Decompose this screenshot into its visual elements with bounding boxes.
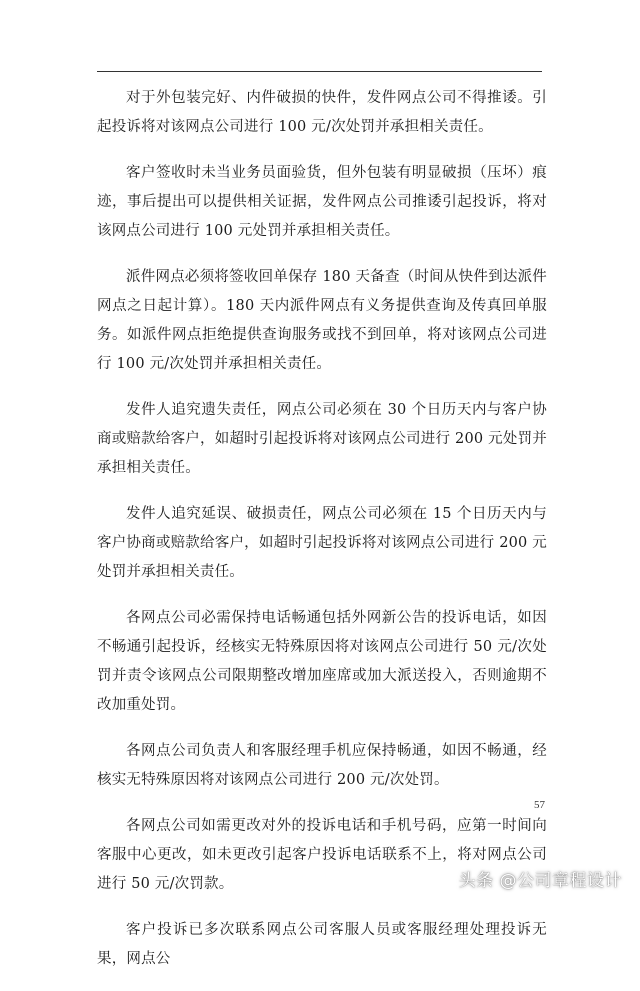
paragraph: 各网点公司必需保持电话畅通包括外网新公告的投诉电话，如因不畅通引起投诉，经核实无特殊原因将对该网点公司进行 50 元/次处罚并责令该网点公司限期整改增加座席或加大派送投入，否则逾期不改加重处罚。 <box>97 610 547 713</box>
paragraph: 各网点公司负责人和客服经理手机应保持畅通，如因不畅通，经核实无特殊原因将对该网点公司进行 200 元/次处罚。 <box>97 743 547 788</box>
paragraph: 各网点公司如需更改对外的投诉电话和手机号码，应第一时间向客服中心更改，如未更改引起客户投诉电话联系不上，将对网点公司进行 50 元/次罚款。 <box>97 818 547 892</box>
page-number: 57 <box>534 799 545 811</box>
paragraph: 派件网点必须将签收回单保存 180 天备查（时间从快件到达派件网点之日起计算）。180 天内派件网点有义务提供查询及传真回单服务。如派件网点拒绝提供查询服务或找不到回单，将对该网点公司进行 100 元/次处罚并承担相关责任。 <box>97 269 547 372</box>
document-body <box>97 84 547 991</box>
paragraph: 发件人追究遗失责任，网点公司必须在 30 个日历天内与客户协商或赔款给客户，如超时引起投诉将对该网点公司进行 200 元处罚并承担相关责任。 <box>97 402 547 476</box>
paragraph: 客户投诉已多次联系网点公司客服人员或客服经理处理投诉无果，网点公 <box>97 922 547 967</box>
paragraph: 发件人追究延误、破损责任，网点公司必须在 15 个日历天内与客户协商或赔款给客户，如超时引起投诉将对该网点公司进行 200 元处罚并承担相关责任。 <box>97 506 547 580</box>
paragraph: 对于外包装完好、内件破损的快件，发件网点公司不得推诿。引起投诉将对该网点公司进行 100 元/次处罚并承担相关责任。 <box>97 90 547 135</box>
watermark: 头条 @公司章程设计 <box>458 871 622 891</box>
paragraph: 客户签收时未当业务员面验货，但外包装有明显破损（压坏）痕迹，事后提出可以提供相关证据，发件网点公司推诿引起投诉，将对该网点公司进行 100 元处罚并承担相关责任。 <box>97 165 547 239</box>
header-rule <box>97 71 542 72</box>
